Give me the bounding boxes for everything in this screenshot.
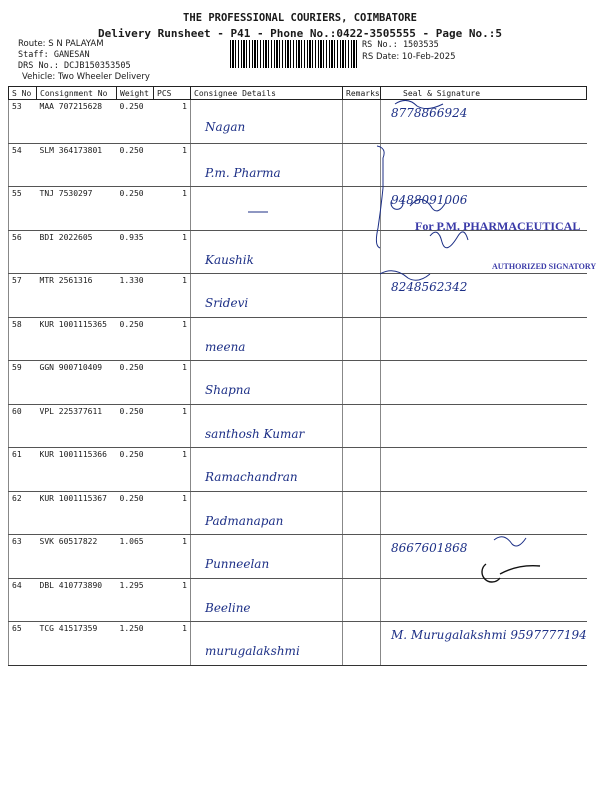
authorized-signatory-stamp: AUTHORIZED SIGNATORY <box>492 262 597 271</box>
consignee-handwriting: Ramachandran <box>205 470 298 484</box>
consignment-cell: KUR 1001115367 <box>37 491 117 535</box>
vehicle-label: Vehicle: Two Wheeler Delivery <box>22 72 150 82</box>
signature-scribble-63 <box>494 537 526 546</box>
consignee-handwriting: Kaushik <box>205 252 254 267</box>
route-label: Route: S N PALAYAM <box>18 39 104 49</box>
signature-handwriting: 9488091006 <box>391 193 468 207</box>
sno-cell: 55 <box>9 187 37 231</box>
company-title: THE PROFESSIONAL COURIERS, COIMBATORE <box>183 12 417 24</box>
col-signature: Seal & Signature <box>381 87 587 100</box>
weight-cell: 0.250 <box>117 448 154 492</box>
weight-cell: 0.250 <box>117 404 154 448</box>
sno-cell: 56 <box>9 230 37 274</box>
weight-cell: 1.250 <box>117 622 154 666</box>
pcs-cell: 1 <box>154 448 191 492</box>
runsheet-title: Delivery Runsheet - P41 - Phone No.:0422-3505555 - Page No.:5 <box>98 27 502 40</box>
sno-cell: 63 <box>9 535 37 579</box>
sno-cell: 61 <box>9 448 37 492</box>
pcs-cell: 1 <box>154 274 191 318</box>
consignment-cell: SLM 364173801 <box>37 143 117 187</box>
signature-scribble-56 <box>430 232 468 248</box>
bracket-stroke <box>376 146 384 248</box>
col-pcs: PCS <box>154 87 191 100</box>
sno-cell: 59 <box>9 361 37 405</box>
pcs-cell: 1 <box>154 578 191 622</box>
consignment-cell: TCG 41517359 <box>37 622 117 666</box>
col-consignee: Consignee Details <box>191 87 343 100</box>
consignee-handwriting: meena <box>205 339 246 354</box>
weight-cell: 1.065 <box>117 535 154 579</box>
consignee-handwriting: Shapna <box>205 383 251 397</box>
pcs-cell: 1 <box>154 100 191 144</box>
signature-scribble-55 <box>391 199 446 210</box>
sno-cell: 62 <box>9 491 37 535</box>
signature-handwriting: 8667601868 <box>391 541 468 555</box>
sno-cell: 57 <box>9 274 37 318</box>
consignment-cell: GGN 900710409 <box>37 361 117 405</box>
staff-label: Staff: GANESAN <box>18 50 90 60</box>
consignee-handwriting: P.m. Pharma <box>205 165 281 180</box>
weight-cell: 0.250 <box>117 100 154 144</box>
col-weight: Weight <box>117 87 154 100</box>
weight-cell: 1.295 <box>117 578 154 622</box>
consignee-handwriting: Sridevi <box>205 296 249 310</box>
pcs-cell: 1 <box>154 143 191 187</box>
sno-cell: 64 <box>9 578 37 622</box>
rs-number: RS No.: 1503535 <box>362 40 439 50</box>
consignee-handwriting: santhosh Kumar <box>205 426 305 441</box>
sno-cell: 58 <box>9 317 37 361</box>
consignment-cell: VPL 225377611 <box>37 404 117 448</box>
pcs-cell: 1 <box>154 404 191 448</box>
drs-number: DRS No.: DCJB150353505 <box>18 61 131 71</box>
weight-cell: 1.330 <box>117 274 154 318</box>
signature-scribble-64 <box>482 564 540 582</box>
signature-handwriting: 8248562342 <box>391 280 468 294</box>
weight-cell: 0.250 <box>117 361 154 405</box>
weight-cell: 0.250 <box>117 491 154 535</box>
consignment-cell: BDI 2022605 <box>37 230 117 274</box>
consignee-handwriting: murugalakshmi <box>205 644 300 658</box>
pcs-cell: 1 <box>154 230 191 274</box>
pcs-cell: 1 <box>154 187 191 231</box>
consignee-handwriting: Beeline <box>205 600 251 615</box>
signature-handwriting: 8778866924 <box>391 106 468 120</box>
pcs-cell: 1 <box>154 317 191 361</box>
consignment-cell: TNJ 7530297 <box>37 187 117 231</box>
pcs-cell: 1 <box>154 491 191 535</box>
col-sno: S No <box>9 87 37 100</box>
signature-handwriting: M. Murugalakshmi 9597777194 <box>391 628 587 642</box>
sno-cell: 53 <box>9 100 37 144</box>
col-consignment: Consignment No <box>37 87 117 100</box>
signature-scribble-53 <box>395 100 443 108</box>
weight-cell: 0.250 <box>117 143 154 187</box>
sno-cell: 54 <box>9 143 37 187</box>
sno-cell: 65 <box>9 622 37 666</box>
consignment-cell: DBL 410773890 <box>37 578 117 622</box>
signature-scribble-57 <box>380 271 430 280</box>
sno-cell: 60 <box>9 404 37 448</box>
consignment-cell: KUR 1001115365 <box>37 317 117 361</box>
pcs-cell: 1 <box>154 361 191 405</box>
pcs-cell: 1 <box>154 622 191 666</box>
col-remarks: Remarks <box>343 87 381 100</box>
rs-date: RS Date: 10-Feb-2025 <box>362 52 456 62</box>
consignment-cell: SVK 60517822 <box>37 535 117 579</box>
weight-cell: 0.250 <box>117 187 154 231</box>
consignment-cell: KUR 1001115366 <box>37 448 117 492</box>
consignee-handwriting: Punneelan <box>205 557 270 571</box>
consignee-handwriting: Padmanapan <box>205 513 284 528</box>
company-stamp: For P.M. PHARMACEUTICAL <box>415 219 581 233</box>
weight-cell: 0.935 <box>117 230 154 274</box>
pcs-cell: 1 <box>154 535 191 579</box>
consignee-handwriting: Nagan <box>205 120 246 134</box>
consignment-cell: MAA 707215628 <box>37 100 117 144</box>
consignment-cell: MTR 2561316 <box>37 274 117 318</box>
weight-cell: 0.250 <box>117 317 154 361</box>
